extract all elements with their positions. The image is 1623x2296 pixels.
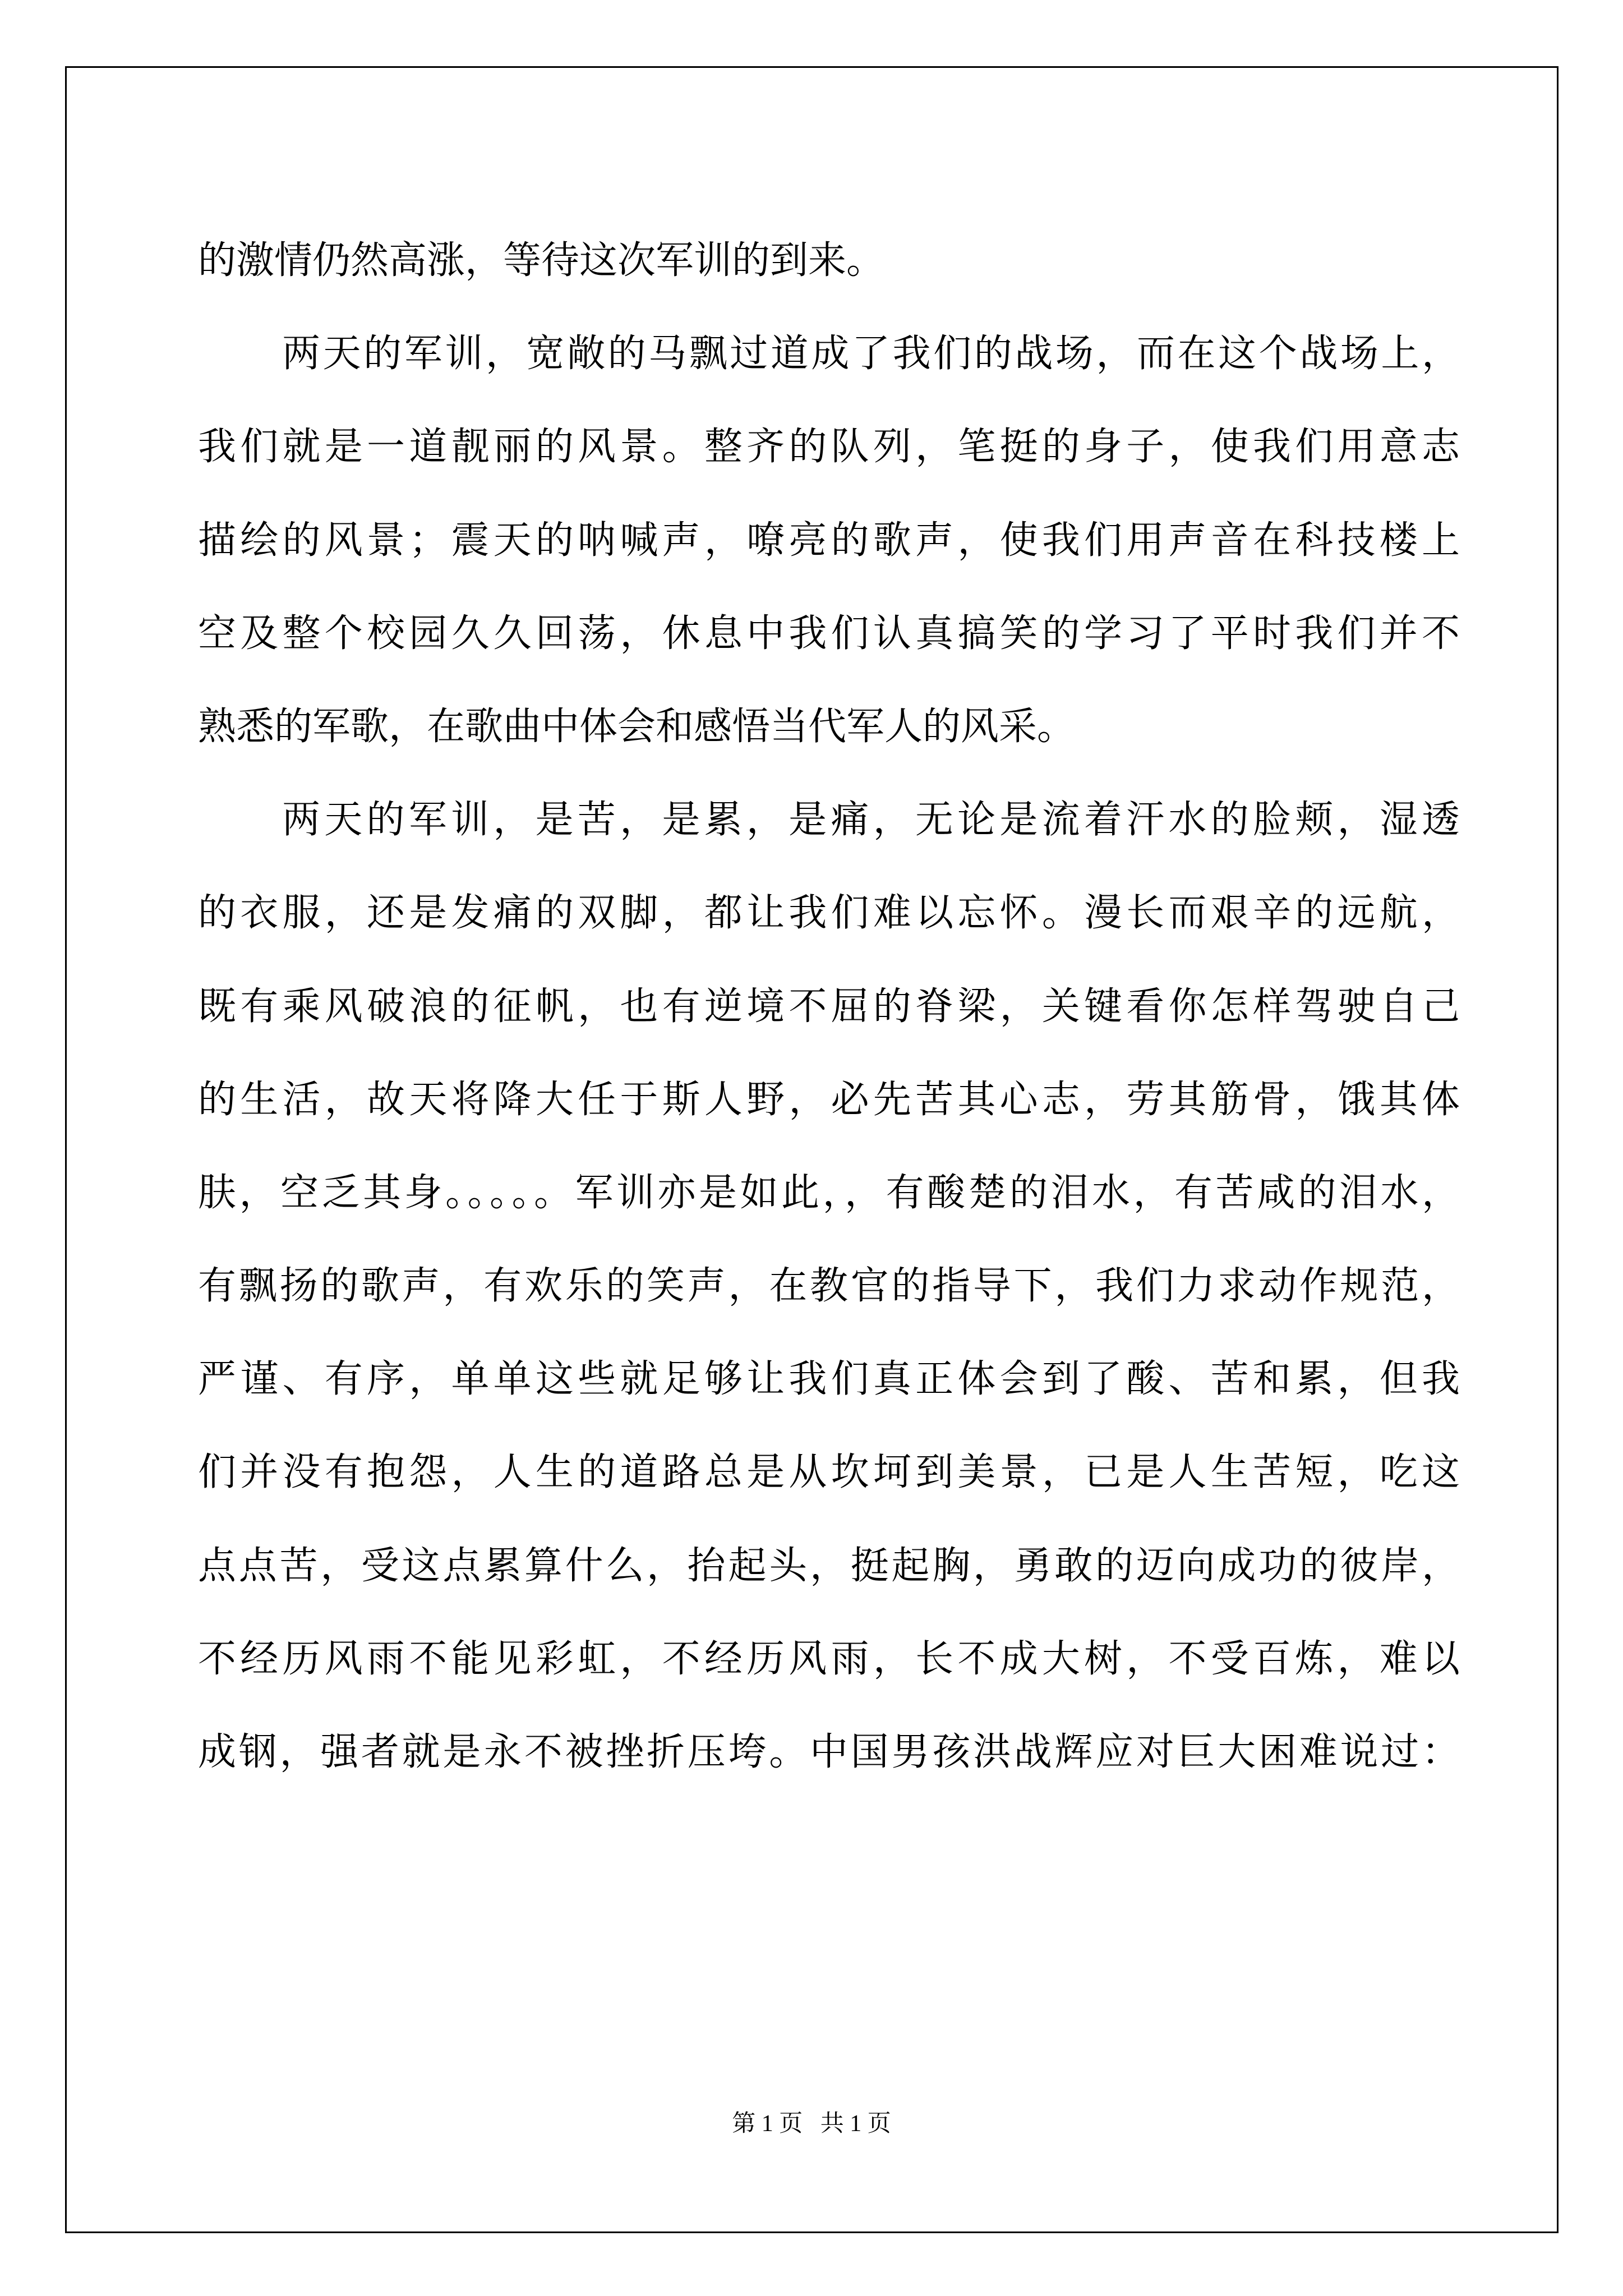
text-line: 的生活，故天将降大任于斯人野，必先苦其心志，劳其筋骨，饿其体 bbox=[198, 1077, 1460, 1122]
text-line: 有飘扬的歌声，有欢乐的笑声，在教官的指导下，我们力求动作规范， bbox=[198, 1264, 1460, 1309]
text-line: 严谨、有序，单单这些就足够让我们真正体会到了酸、苦和累，但我 bbox=[198, 1357, 1460, 1402]
text-line: 熟悉的军歌，在歌曲中体会和感悟当代军人的风采。 bbox=[198, 704, 1076, 749]
text-line: 不经历风雨不能见彩虹，不经历风雨，长不成大树，不受百炼，难以 bbox=[198, 1636, 1460, 1681]
document-body bbox=[198, 214, 1460, 1799]
text-line: 们并没有抱怨，人生的道路总是从坎坷到美景，已是人生苦短，吃这 bbox=[198, 1450, 1460, 1495]
text-line: 空及整个校园久久回荡，休息中我们认真搞笑的学习了平时我们并不 bbox=[198, 611, 1460, 656]
text-line: 肤，空乏其身。。。。。军训亦是如此，，有酸楚的泪水，有苦咸的泪水， bbox=[198, 1170, 1460, 1215]
text-line: 的衣服，还是发痛的双脚，都让我们难以忘怀。漫长而艰辛的远航， bbox=[198, 891, 1460, 936]
text-line: 两天的军训，宽敞的马飘过道成了我们的战场，而在这个战场上， bbox=[282, 332, 1460, 376]
text-line: 描绘的风景；震天的呐喊声，嘹亮的歌声，使我们用声音在科技楼上 bbox=[198, 518, 1460, 563]
text-line: 两天的军训，是苦，是累，是痛，无论是流着汗水的脸颊，湿透 bbox=[282, 798, 1460, 843]
text-line: 我们就是一道靓丽的风景。整齐的队列，笔挺的身子，使我们用意志 bbox=[198, 425, 1460, 470]
text-line: 点点苦，受这点累算什么，抬起头，挺起胸，勇敢的迈向成功的彼岸， bbox=[198, 1543, 1460, 1588]
text-line: 成钢，强者就是永不被挫折压垮。中国男孩洪战辉应对巨大困难说过： bbox=[198, 1730, 1460, 1774]
text-line: 既有乘风破浪的征帆，也有逆境不屈的脊梁，关键看你怎样驾驶自己 bbox=[198, 984, 1460, 1029]
text-line: 的激情仍然高涨，等待这次军训的到来。 bbox=[198, 238, 885, 283]
page-number-footer: 第 1 页 共 1 页 bbox=[732, 2111, 891, 2137]
